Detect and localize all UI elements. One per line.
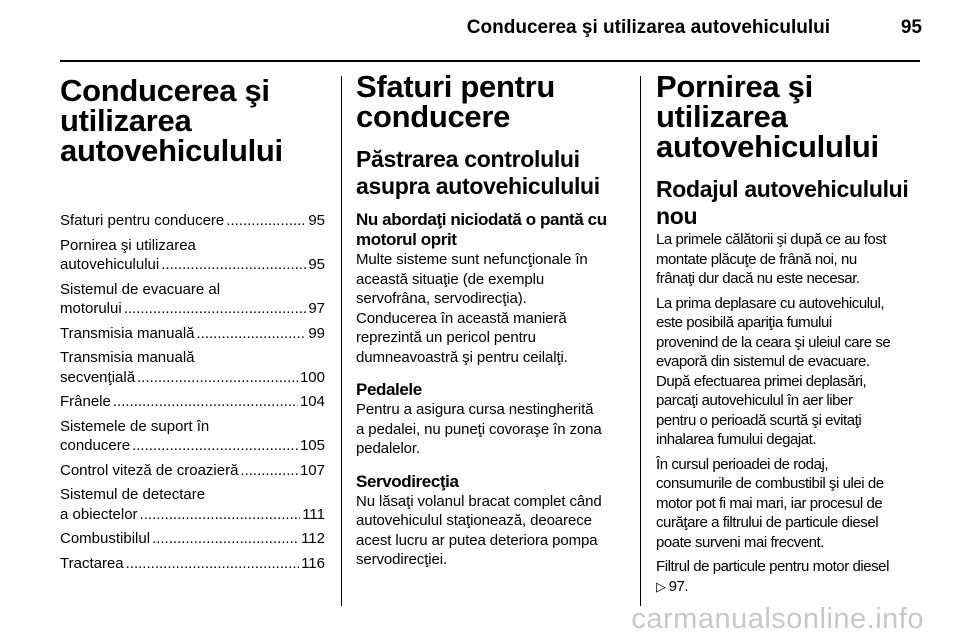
- toc-leader-dots: [113, 392, 298, 412]
- toc-page-number: 112: [301, 530, 325, 547]
- toc-entry-label: Frânele: [60, 393, 111, 410]
- toc-entry[interactable]: [60, 280, 325, 319]
- toc-page-number: 97: [308, 300, 325, 317]
- paragraph-first-journeys: La primele călătorii şi după ce au fost montate plăcuţe de frână noi, nu frânaţi dur dacă nu este necesar.: [656, 231, 887, 287]
- toc-entry-label: Transmisia manuală: [60, 324, 195, 342]
- header-rule: [60, 60, 920, 62]
- toc-entry-label: Sistemul de evacuare al: [60, 280, 221, 298]
- toc-entry-label: Tractarea: [60, 554, 124, 572]
- toc-entry-label: motorului: [60, 300, 122, 317]
- toc-entry-label: conducere: [60, 437, 131, 454]
- running-header-title: Conducerea şi utilizarea autovehiculului: [466, 17, 830, 38]
- paragraph-particle-filter: Filtrul de particule pentru motor diesel ▷ 97.: [656, 558, 889, 595]
- toc-entry[interactable]: [60, 485, 325, 524]
- toc-entry-label: Pornirea şi utilizarea: [60, 236, 196, 254]
- toc-entry[interactable]: [60, 324, 325, 344]
- toc-entry[interactable]: [60, 417, 325, 456]
- toc-leader-dots: [137, 368, 298, 388]
- toc-leader-dots: [132, 436, 298, 456]
- chapter-title: Conducerea şi utilizarea autovehiculului: [60, 73, 283, 168]
- toc-page-number: 111: [302, 505, 325, 523]
- toc-entry-label: Transmisia manuală: [60, 349, 195, 366]
- toc-entry-label: secvenţială: [60, 368, 136, 386]
- toc-page-number: 107: [299, 461, 325, 479]
- toc-page-number: 105: [299, 437, 325, 454]
- toc-leader-dots: [126, 554, 299, 574]
- paragraph-running-in-period: În cursul perioadei de rodaj, consumurile de combustibil şi ulei de motor pot fi mai mari, iar procesul de curăţare a filtrului de particule diesel poate surveni mai frecvent.: [656, 455, 884, 551]
- column-divider-1: [341, 76, 342, 606]
- section-title-starting: Pornirea şi utilizarea autovehiculului: [656, 69, 879, 164]
- paragraph-pedals: Pentru a asigura cursa nestingherită a pedalei, nu puneţi covoraşe în zona pedalelor.: [356, 401, 602, 457]
- toc-entry-label: a obiectelor: [60, 505, 138, 523]
- toc-entry-label: Combustibilul: [60, 530, 151, 547]
- heading-pedals: Pedalele: [356, 380, 422, 399]
- toc-page-number: 104: [299, 393, 325, 410]
- chapter-contents-column: [60, 72, 325, 578]
- watermark: carmanualsonline.info: [631, 603, 924, 635]
- toc-leader-dots: [240, 461, 298, 481]
- subsection-title-running-in: Rodajul autovehiculului nou: [656, 176, 909, 229]
- toc-page-number: 95: [308, 212, 325, 229]
- toc-entry-label: Sistemul de detectare: [60, 486, 206, 503]
- toc-entry[interactable]: [60, 348, 325, 387]
- driving-hints-column: [356, 69, 626, 570]
- toc-entry-label: Sfaturi pentru conducere: [60, 212, 225, 229]
- toc-leader-dots: [124, 299, 307, 319]
- toc-page-number: 99: [308, 324, 325, 342]
- toc-page-number: 116: [301, 554, 325, 572]
- column-divider-2: [640, 76, 641, 606]
- toc-leader-dots: [140, 505, 301, 525]
- table-of-contents: [60, 211, 325, 573]
- paragraph-smoke: La prima deplasare cu autovehiculul, este posibilă apariţia fumului provenind de la ceara şi uleiul care se evaporă din sistemul de evacuare. După efectuarea primei deplasări, parcaţi autovehiculul în aer liber pentru o perioadă scurtă şi evitaţi inhalarea fumului degajat.: [656, 294, 891, 448]
- toc-entry[interactable]: [60, 236, 325, 275]
- section-title-driving-hints: Sfaturi pentru conducere: [356, 69, 556, 134]
- toc-leader-dots: [152, 529, 299, 549]
- toc-entry-label: Sistemele de suport în: [60, 417, 210, 435]
- heading-engine-off: Nu abordaţi niciodată o pantă cu motorul oprit: [356, 210, 607, 249]
- page-number: 95: [900, 17, 922, 38]
- toc-entry-label: Control viteză de croazieră: [60, 461, 239, 479]
- toc-entry[interactable]: [60, 461, 325, 481]
- toc-leader-dots: [161, 255, 306, 275]
- toc-page-number: 100: [299, 368, 325, 386]
- toc-entry[interactable]: [60, 211, 325, 231]
- arrow-reference-icon: ▷: [656, 578, 666, 594]
- heading-power-steering: Servodirecţia: [356, 471, 459, 491]
- toc-leader-dots: [226, 211, 306, 231]
- toc-entry[interactable]: [60, 554, 325, 574]
- toc-entry-label: autovehiculului: [60, 256, 160, 273]
- toc-entry[interactable]: [60, 392, 325, 412]
- toc-page-number: 95: [308, 256, 325, 273]
- cross-reference-link[interactable]: 97.: [668, 577, 689, 595]
- subsection-title-control: Păstrarea controlului asupra autovehiculului: [356, 146, 600, 199]
- toc-leader-dots: [197, 324, 307, 344]
- starting-operating-column: [656, 69, 928, 596]
- toc-entry[interactable]: [60, 529, 325, 549]
- paragraph-engine-off: Multe sisteme sunt nefuncţionale în această situaţie (de exemplu servofrâna, servodirecţia). Conducerea în această manieră reprezintă un pericol pentru dumneavoastră şi pentru ceilalţi.: [356, 251, 588, 366]
- paragraph-power-steering: Nu lăsaţi volanul bracat complet când autovehiculul staţionează, deoarece acest lucru ar putea deteriora pompa servodirecţiei.: [356, 492, 602, 568]
